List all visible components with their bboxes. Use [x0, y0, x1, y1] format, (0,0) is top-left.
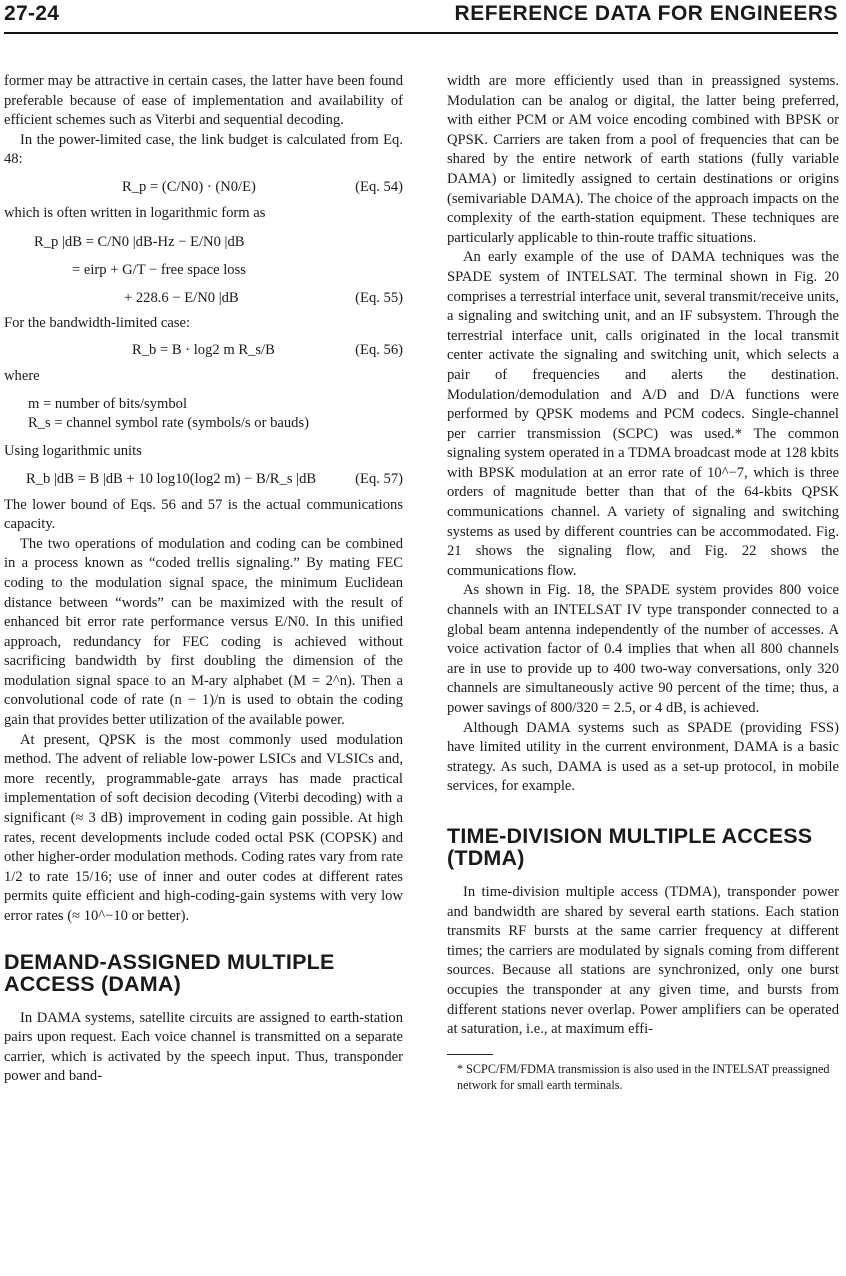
paragraph: Although DAMA systems such as SPADE (providing FSS) have limited utility in the current environment, DAMA is a basic strategy. As such, DAMA is used as a set-up protocol, in mobile services, for example.	[447, 719, 839, 795]
footnote-rule	[447, 1054, 493, 1055]
section-heading-tdma: TIME-DIVISION MULTIPLE ACCESS (TDMA)	[447, 823, 813, 870]
definition-m: m = number of bits/symbol	[28, 395, 188, 412]
equation-expression: R_b |dB = B |dB + 10 log10(log2 m) − B/R_s |dB	[26, 470, 317, 487]
header-rule	[4, 32, 838, 34]
left-column	[4, 72, 403, 1087]
right-column	[447, 72, 839, 1093]
paragraph: In the power-limited case, the link budget is calculated from Eq. 48:	[4, 131, 403, 168]
equation-expression: R_p = (C/N0) · (N0/E)	[122, 178, 256, 195]
equation-tag: (Eq. 55)	[355, 289, 403, 306]
running-title: REFERENCE DATA FOR ENGINEERS	[454, 2, 838, 25]
page-header	[4, 2, 838, 32]
section-heading-dama: DEMAND-ASSIGNED MULTIPLE ACCESS (DAMA)	[4, 949, 335, 996]
paragraph: which is often written in logarithmic form as	[4, 204, 266, 221]
paragraph: former may be attractive in certain cases, the latter have been found preferable because of ease of implementation and availability of efficient schemes such as Viterbi and sequential decoding.	[4, 73, 403, 129]
paragraph: At present, QPSK is the most commonly used modulation method. The advent of reliable low-power LSICs and VLSICs and, more recently, programmable-gate arrays has made practical implementation of soft decision decoding (Viterbi decoding) with a significant (≈ 3 dB) improvement in coding gain possible. At high rates, recent developments include coded octal PSK (COPSK) and other higher-order modulation methods. Coding rates vary from rate 1/2 to rate 15/16; use of inner and outer codes at different rates permits quite efficient and high-coding-gain systems with very low error rates (≈ 10^−10 or better).	[4, 731, 403, 924]
paragraph: For the bandwidth-limited case:	[4, 314, 191, 331]
paragraph: The lower bound of Eqs. 56 and 57 is the actual communications capacity.	[4, 496, 403, 533]
paragraph: An early example of the use of DAMA techniques was the SPADE system of INTELSAT. The terminal shown in Fig. 20 comprises a terrestrial interface unit, several transmit/receive units, a signaling and switching unit, and an IF subsystem. Through the terrestrial interface unit, calls originated in the local transmit center activate the signaling and switching unit, which selects a pair of frequencies and alerts the destination. Modulation/demodulation and A/D and D/A functions were performed by QPSK modems and PCM codecs. Single-channel per carrier transmission (SCPC) was used.* The common signaling system operated in a TDMA broadcast mode at 128 kbits with BPSK modulation at an error rate of 10^−7, which is three orders of magnitude better than that of the 64-kbits QPSK communications channel. A variety of signaling and switching systems as used by different countries can be accommodated. Fig. 21 shows the signaling flow, and Fig. 22 shows the communications flow.	[447, 249, 839, 579]
definition-rs: R_s = channel symbol rate (symbols/s or bauds)	[28, 415, 310, 432]
equation-54	[4, 174, 403, 200]
equation-55-line-3: + 228.6 − E/N0 |dB (Eq. 55)	[4, 286, 403, 310]
paragraph: where	[4, 368, 40, 385]
paragraph: As shown in Fig. 18, the SPADE system provides 800 voice channels with an INTELSAT IV type transponder connected to a global beam antenna independently of the number of accesses. A voice activation factor of 0.4 implies that when all 800 channels are in use to provide up to 400 two-way conversations, only 320 channels are simultaneously active 90 percent of the time; thus, a power savings of 800/320 = 2.5, or 4 dB, is achieved.	[447, 582, 839, 716]
paragraph: width are more efficiently used than in preassigned systems. Modulation can be analog or digital, the latter being preferred, with either PCM or AM voice encoding combined with BPSK or QPSK. Carriers are taken from a pool of frequencies that can be shared by the entire network of earth stations (fully variable DAMA) or limitedly assigned to certain destinations or origins (semivariable DAMA). The choice of the approach impacts on the complexity of the earth-station equipment. These techniques are particularly applicable to thin-route traffic situations.	[447, 73, 839, 246]
paragraph: In DAMA systems, satellite circuits are assigned to earth-station pairs upon request. Each voice channel is transmitted on a separate carrier, which is activated by the speech input. Thus, transponder power and band-	[4, 1009, 403, 1085]
equation-55-line-1: R_p |dB = C/N0 |dB-Hz − E/N0 |dB	[34, 233, 245, 250]
equation-tag: (Eq. 56)	[355, 342, 403, 359]
footnote-area	[447, 1054, 839, 1093]
page-number: 27-24	[4, 2, 60, 25]
equation-expression: R_b = B · log2 m R_s/B	[132, 342, 275, 359]
equation-tag: (Eq. 54)	[355, 178, 403, 195]
equation-55-line-2: = eirp + G/T − free space loss	[72, 261, 246, 278]
paragraph: The two operations of modulation and coding can be combined in a process known as “coded trellis signaling.” By mating FEC coding to the modulation signal space, the minimum Euclidean distance between “words” can be maximized with the result of enhanced bit error rate performance versus E/N0. In this unified approach, redundancy for FEC coding is achieved without sacrificing bandwidth by first doubling the dimension of the modulation signal space to an M-ary alphabet (M = 2^n). Then a convolutional code of rate (n − 1)/n is used to obtain the coding gain that provides better utilization of the available power.	[4, 535, 403, 729]
equation-tag: (Eq. 57)	[355, 470, 403, 487]
paragraph: In time-division multiple access (TDMA), transponder power and bandwidth are shared by several earth stations. Each station transmits RF bursts at the same carrier frequency at different times; the carriers are modulated by signals coming from different sources. Because all stations are synchronized, only one burst occupies the transponder at any given time, and bursts from different stations never overlap. Power amplifiers can be operated at saturation, i.e., at maximum effi-	[447, 883, 839, 1038]
footnote: * SCPC/FM/FDMA transmission is also used in the INTELSAT preassigned network for small earth terminals.	[457, 1061, 830, 1092]
equation-57	[4, 466, 403, 492]
paragraph: Using logarithmic units	[4, 442, 142, 459]
equation-56	[4, 337, 403, 363]
